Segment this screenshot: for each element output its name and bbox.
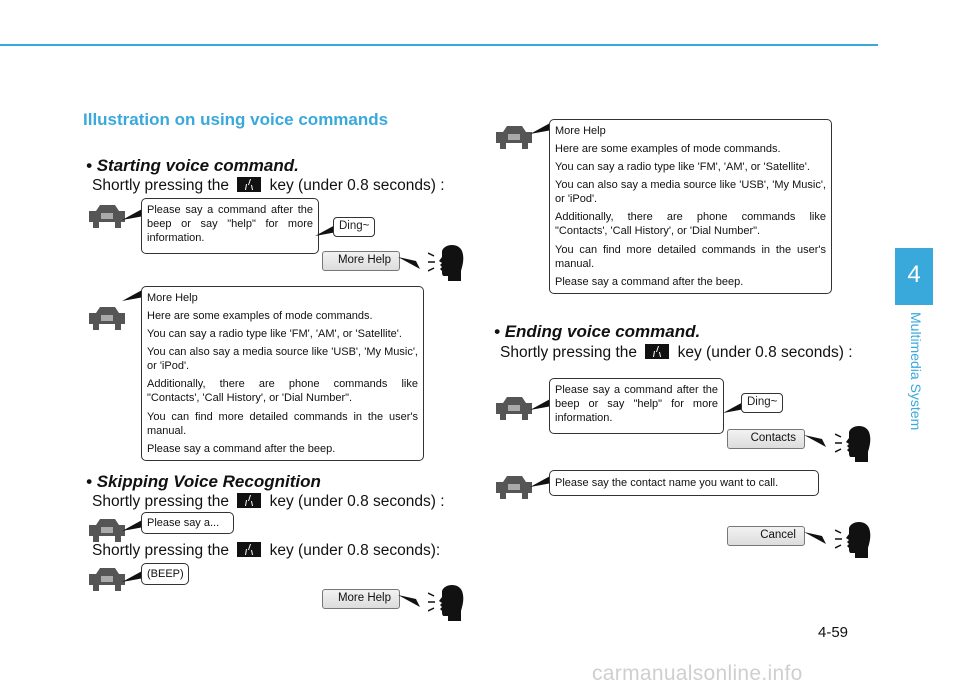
car-icon <box>87 305 127 333</box>
contact-prompt-bubble: Please say the contact name you want to call. <box>549 470 819 496</box>
car-icon <box>494 474 534 502</box>
system-prompt-bubble <box>141 198 319 254</box>
car-icon <box>87 203 127 231</box>
instruction-text-before: Shortly pressing the <box>500 344 637 361</box>
ending-title: Ending voice command. <box>504 322 701 341</box>
help-line: Additionally, there are phone commands like "Contacts', 'Call History', or 'Dial Number". <box>147 378 418 405</box>
skip-prompt-bubble: Please say a... <box>141 512 234 534</box>
starting-title: Starting voice command. <box>96 156 299 175</box>
help-line: You can find more detailed commands in the user's manual. <box>147 410 418 437</box>
help-line: Please say a command after the beep. <box>147 442 336 455</box>
ding-bubble: Ding~ <box>333 217 375 237</box>
ending-heading: • Ending voice command. <box>494 322 701 341</box>
voice-recognition-key-icon <box>237 542 261 557</box>
voice-recognition-key-icon <box>237 493 261 508</box>
reply-tail-icon <box>804 531 826 545</box>
skipping-instruction-2 <box>92 542 440 560</box>
instruction-text-before: Shortly pressing the <box>92 542 229 559</box>
reply-tail-icon <box>398 594 420 608</box>
user-reply-cancel: Cancel <box>727 526 805 546</box>
voice-recognition-key-icon <box>237 177 261 192</box>
instruction-text-after: key (under 0.8 seconds) : <box>269 177 445 194</box>
help-line: Additionally, there are phone commands like "Contacts', 'Call History', or 'Dial Number". <box>555 211 826 238</box>
beep-bubble: (BEEP) <box>141 563 189 585</box>
user-reply-contacts: Contacts <box>727 429 805 449</box>
top-rule <box>0 44 878 46</box>
help-line: Here are some examples of mode commands. <box>555 143 781 156</box>
ending-instruction <box>500 344 853 362</box>
watermark: carmanualsonline.info <box>592 662 803 685</box>
help-line: You can also say a media source like 'USB', 'My Music', or 'iPod'. <box>147 346 418 373</box>
instruction-text-before: Shortly pressing the <box>92 177 229 194</box>
speaking-person-icon <box>835 520 871 560</box>
help-line: You can say a radio type like 'FM', 'AM', or 'Satellite'. <box>555 161 810 174</box>
help-line: You can also say a media source like 'USB', 'My Music', or 'iPod'. <box>555 179 826 206</box>
starting-instruction <box>92 177 445 195</box>
help-line: You can say a radio type like 'FM', 'AM', or 'Satellite'. <box>147 328 402 341</box>
help-line: Here are some examples of mode commands. <box>147 310 373 323</box>
help-bubble-right <box>549 119 832 294</box>
reply-tail-icon <box>804 434 826 448</box>
speaking-person-icon <box>428 583 464 623</box>
ding-bubble: Ding~ <box>741 393 783 413</box>
voice-recognition-key-icon <box>645 344 669 359</box>
skipping-heading: • Skipping Voice Recognition <box>86 472 321 491</box>
section-heading: Illustration on using voice commands <box>83 110 389 129</box>
instruction-text-after: key (under 0.8 seconds) : <box>677 344 853 361</box>
instruction-text-before: Shortly pressing the <box>92 493 229 510</box>
system-prompt-text: Please say a command after the beep or say "help" for more information. <box>555 384 718 425</box>
help-line: More Help <box>147 292 198 304</box>
starting-heading: • Starting voice command. <box>86 156 299 175</box>
user-reply-more-help: More Help <box>322 589 400 609</box>
skipping-title: Skipping Voice Recognition <box>96 472 321 491</box>
help-line: You can find more detailed commands in the user's manual. <box>555 243 826 270</box>
skipping-instruction-1 <box>92 493 445 511</box>
help-line: More Help <box>555 125 606 137</box>
chapter-label: Multimedia System <box>908 312 924 431</box>
car-icon <box>87 566 127 594</box>
help-bubble-left <box>141 286 424 461</box>
system-prompt-bubble <box>549 378 724 434</box>
user-reply-more-help: More Help <box>322 251 400 271</box>
car-icon <box>494 124 534 152</box>
reply-tail-icon <box>398 256 420 270</box>
instruction-text-after: key (under 0.8 seconds): <box>269 542 441 559</box>
speaking-person-icon <box>428 243 464 283</box>
system-prompt-text: Please say a command after the beep or say "help" for more information. <box>147 204 313 245</box>
car-icon <box>494 395 534 423</box>
speaking-person-icon <box>835 424 871 464</box>
page-number: 4-59 <box>818 624 849 641</box>
chapter-tab: 4 <box>895 248 933 305</box>
car-icon <box>87 517 127 545</box>
help-line: Please say a command after the beep. <box>555 275 744 288</box>
instruction-text-after: key (under 0.8 seconds) : <box>269 493 445 510</box>
